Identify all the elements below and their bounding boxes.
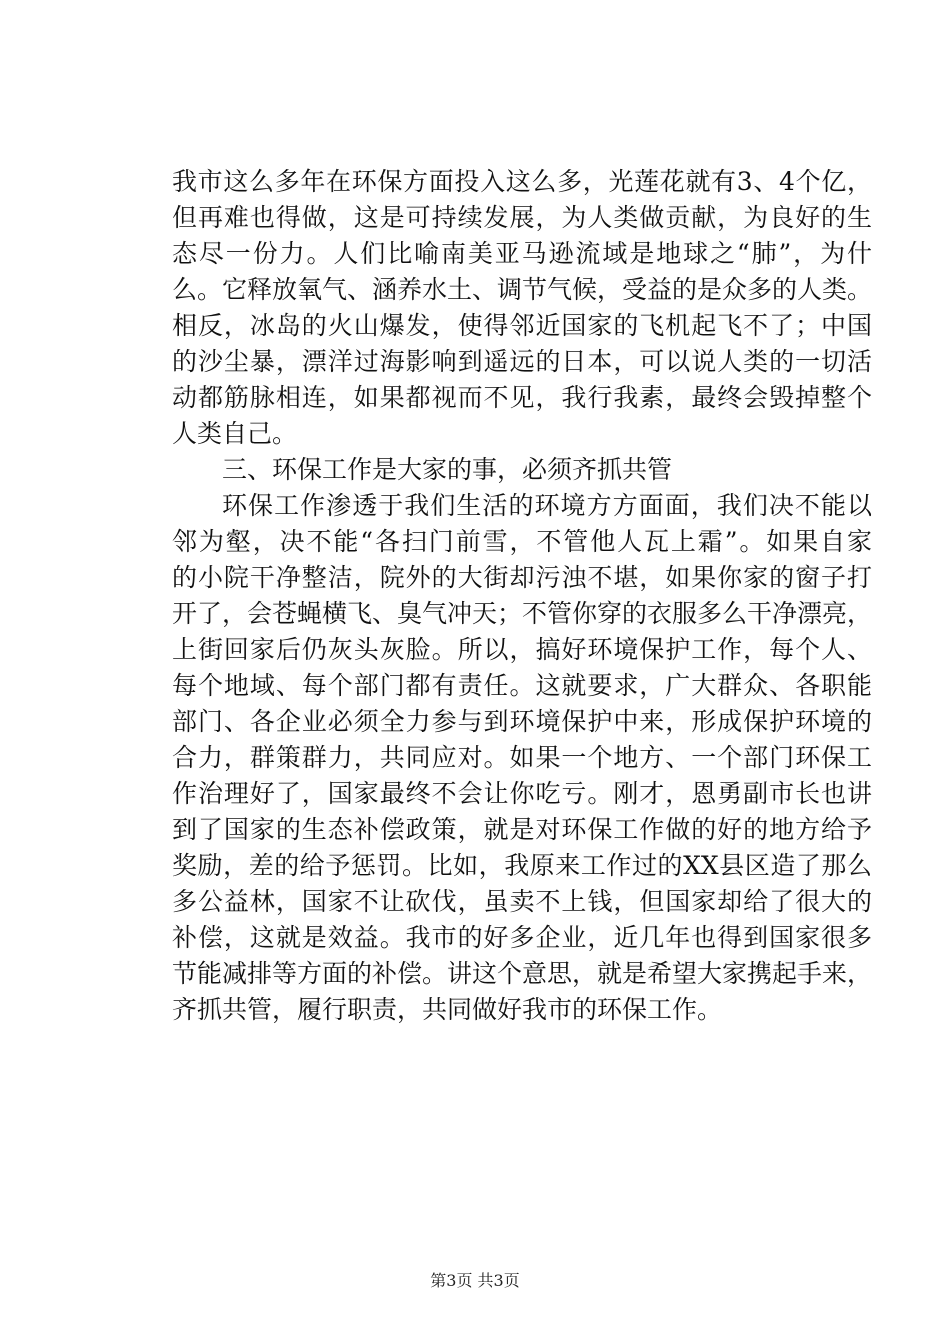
paragraph-1-line-8: 人类自己。 [172, 419, 298, 448]
paragraph-2-line-4: 开了，会苍蝇横飞、臭气冲天；不管你穿的衣服多么干净漂亮， [172, 599, 873, 628]
paragraph-2-line-7: 部门、各企业必须全力参与到环境保护中来，形成保护环境的 [172, 707, 872, 736]
paragraph-2-line-3: 的小院干净整洁，院外的大街却污浊不堪，如果你家的窗子打 [172, 563, 872, 592]
document-body [172, 164, 872, 1028]
paragraph-2-line-12: 多公益林，国家不让砍伐，虽卖不上钱，但国家却给了很大的 [172, 887, 872, 916]
paragraph-2-line-14: 节能减排等方面的补偿。讲这个意思，就是希望大家携起手来， [172, 959, 873, 988]
paragraph-1-line-7: 动都筋脉相连，如果都视而不见，我行我素，最终会毁掉整个 [172, 383, 872, 412]
paragraph-2-line-1: 环保工作渗透于我们生活的环境方方面面，我们决不能以 [222, 491, 872, 520]
paragraph-1-line-4: 么。它释放氧气、涵养水土、调节气候，受益的是众多的人类。 [172, 275, 873, 304]
paragraph-1-line-2: 但再难也得做，这是可持续发展，为人类做贡献，为良好的生 [172, 203, 872, 232]
paragraph-2-line-13: 补偿，这就是效益。我市的好多企业，近几年也得到国家很多 [172, 923, 872, 952]
paragraph-1-line-3: 态尽一份力。人们比喻南美亚马逊流域是地球之“肺”，为什 [172, 239, 872, 268]
paragraph-2-line-6: 每个地域、每个部门都有责任。这就要求，广大群众、各职能 [172, 671, 872, 700]
paragraph-2-line-10: 到了国家的生态补偿政策，就是对环保工作做的好的地方给予 [172, 815, 872, 844]
paragraph-2-line-2: 邻为壑，决不能“各扫门前雪，不管他人瓦上霜”。如果自家 [172, 527, 872, 556]
paragraph-2-line-15: 齐抓共管，履行职责，共同做好我市的环保工作。 [172, 995, 723, 1024]
paragraph-2-line-8: 合力，群策群力，共同应对。如果一个地方、一个部门环保工 [172, 743, 872, 772]
paragraph-2-line-9: 作治理好了，国家最终不会让你吃亏。刚才，恩勇副市长也讲 [172, 779, 872, 808]
paragraph-1-line-6: 的沙尘暴，漂洋过海影响到遥远的日本，可以说人类的一切活 [172, 347, 872, 376]
page-number-footer: 第3页 共3页 [430, 1271, 520, 1290]
paragraph-1-line-5: 相反，冰岛的火山爆发，使得邻近国家的飞机起飞不了；中国 [172, 311, 872, 340]
paragraph-2-line-11: 奖励，差的给予惩罚。比如，我原来工作过的XX县区造了那么 [172, 851, 872, 880]
paragraph-1-line-1: 我市这么多年在环保方面投入这么多，光莲花就有3、4个亿， [172, 167, 872, 196]
section-heading: 三、环保工作是大家的事，必须齐抓共管 [222, 455, 673, 484]
paragraph-2-line-5: 上街回家后仍灰头灰脸。所以，搞好环境保护工作，每个人、 [172, 635, 872, 664]
